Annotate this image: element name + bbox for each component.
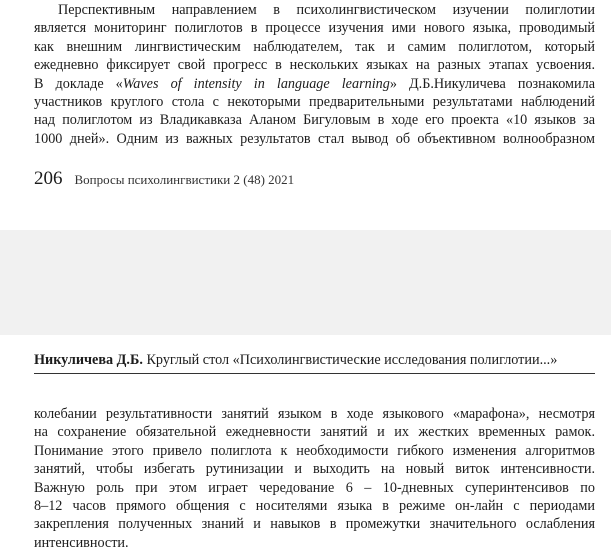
running-header xyxy=(34,352,595,374)
text-line: Понимание этого привело полиглота к необходимости гибкого изменения алгоритмов xyxy=(34,442,595,459)
text-line: над полиглотом из Владикавказа Аланом Бигуловым в ходе его проекта «10 языков за xyxy=(34,112,595,129)
text-line: 8–12 часов прямого общения с носителями языка в режиме он-лайн с периодами xyxy=(34,498,595,515)
page-number: 206 xyxy=(34,168,63,189)
header-title: Круглый стол «Психолингвистические исследования полиглотии...» xyxy=(146,352,558,368)
text-line: на сохранение обязательной ежедневности занятий и их жестких временных рамок. xyxy=(34,424,595,441)
text-line xyxy=(34,75,595,93)
text-segment: В докладе « xyxy=(34,75,123,92)
text-line: интенсивности. xyxy=(34,534,129,551)
text-line: колебании результативности занятий языком в ходе языкового «марафона», несмотря xyxy=(34,406,595,422)
text-line: ежедневно фиксирует свой прогресс в нескольких языках на разных этапах усвоения. xyxy=(34,57,595,74)
page-footer xyxy=(34,168,294,192)
text-segment: » Д.Б.Никуличева познакомила xyxy=(389,75,595,92)
text-line: занятий, чтобы избегать рутинизации и выходить на новый виток интенсивности. xyxy=(34,461,595,478)
text-line: Важную роль при этом играет чередование 6 – 10-дневных суперинтенсивов по xyxy=(34,479,595,496)
text-line: является мониторинг полиглотов в процессе изучения ими нового языка, проводимый xyxy=(34,20,595,37)
journal-name: Вопросы психолингвистики 2 (48) 2021 xyxy=(74,172,295,187)
text-line: Перспективным направлением в психолингвистическом изучении полиглотии xyxy=(58,2,595,18)
paragraph-bottom xyxy=(34,405,595,552)
text-line: закрепления полученных знаний и навыков в промежутки значительного ослабления xyxy=(34,516,595,533)
page-gap xyxy=(0,230,611,335)
text-line: как внешним лингвистическим наблюдателем, так и самим полиглотом, который xyxy=(34,38,595,55)
text-line: участников круглого стола с некоторыми предварительными результатами наблюдений xyxy=(34,94,595,111)
paragraph-top xyxy=(34,1,595,148)
report-title: Waves of intensity in language learning xyxy=(122,75,390,92)
header-author: Никуличева Д.Б. xyxy=(34,352,143,368)
text-line: 1000 дней». Одним из важных результатов стал вывод об объективном волнообразном xyxy=(34,130,595,147)
